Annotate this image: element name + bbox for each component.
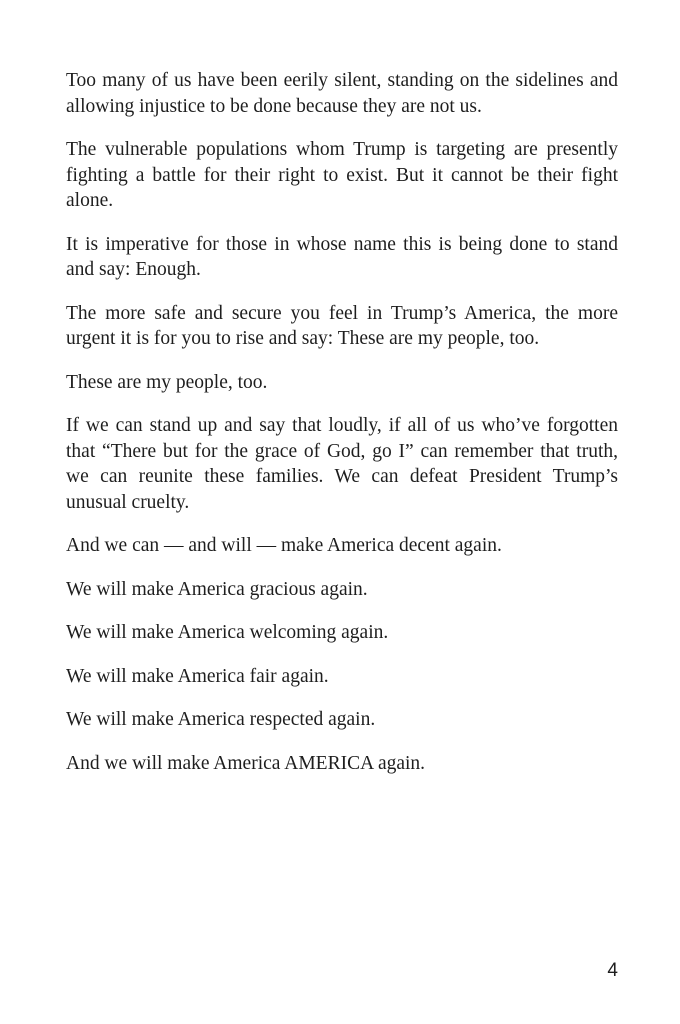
- paragraph-9: We will make America welcoming again.: [66, 622, 389, 643]
- paragraph-10: We will make America fair again.: [66, 665, 329, 687]
- paragraph-6: If we can stand up and say that loudly, if all of us who’ve forgotten that “There but for the grace of God, go I” can remember that truth, we can reunite these families. We can defeat President Trump’s unusual cruelty.: [66, 415, 618, 513]
- paragraph-8: We will make America gracious again.: [66, 578, 368, 600]
- paragraph-2: The vulnerable populations whom Trump is targeting are presently fighting a battle for their right to exist. But it cannot be their fight alone.: [66, 139, 618, 211]
- page-number: 4: [607, 960, 618, 981]
- paragraph-3: It is imperative for those in whose name this is being done to stand and say: Enough.: [66, 233, 618, 280]
- paragraph-5: These are my people, too.: [66, 371, 268, 393]
- paragraph-4: The more safe and secure you feel in Trump’s America, the more urgent it is for you to rise and say: These are my people, too.: [66, 302, 618, 349]
- paragraph-12: And we will make America AMERICA again.: [66, 752, 426, 774]
- page-body: [66, 68, 618, 794]
- paragraph-7: And we can — and will — make America decent again.: [66, 535, 502, 556]
- paragraph-1: Too many of us have been eerily silent, standing on the sidelines and allowing injustice to be done because they are not us.: [66, 70, 618, 117]
- paragraph-11: We will make America respected again.: [66, 709, 376, 730]
